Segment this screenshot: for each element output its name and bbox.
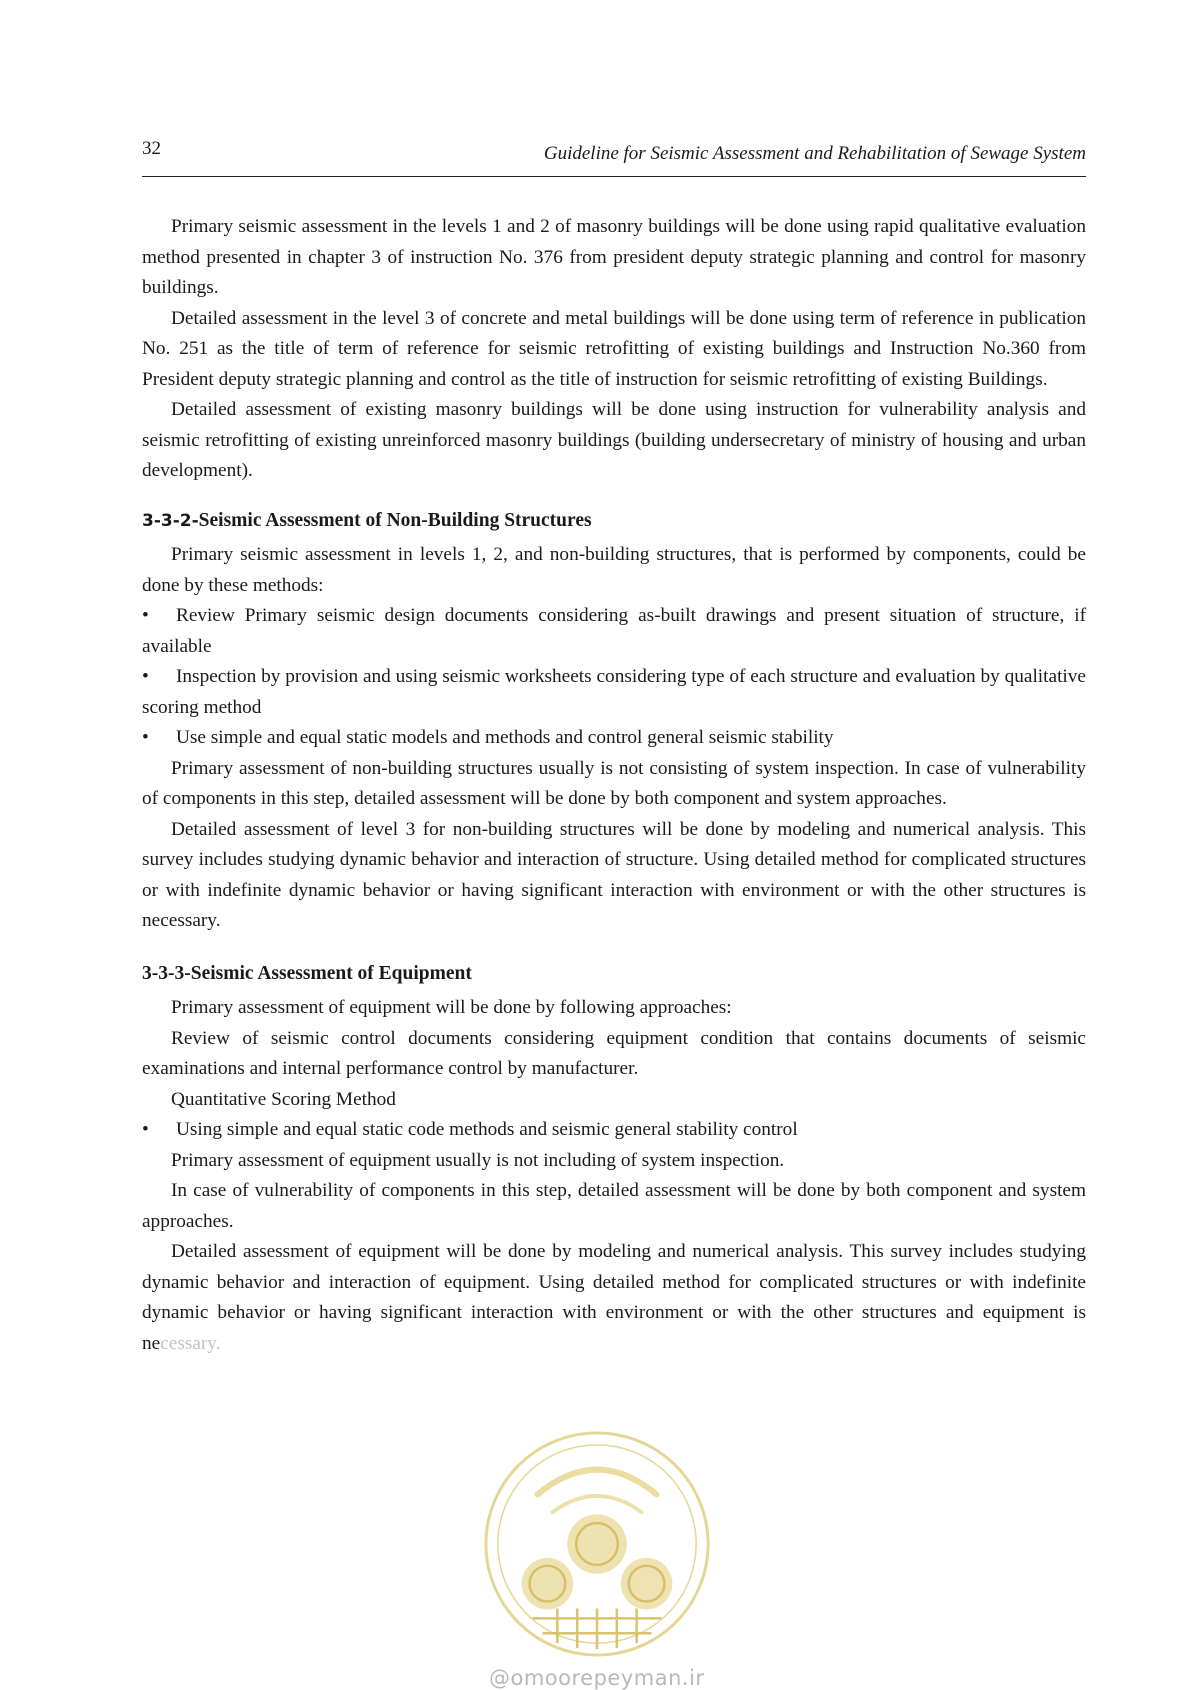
page-number: 32 xyxy=(142,138,161,159)
bullet-item xyxy=(142,662,1086,723)
header-rule xyxy=(142,176,1086,177)
bullet-text: Inspection by provision and using seismic worksheets considering type of each structure and evaluation by qualitative scoring method xyxy=(142,666,1086,718)
bullet-item xyxy=(142,1115,1086,1146)
section-heading xyxy=(142,506,1086,537)
bullet-text: Using simple and equal static code methods and seismic general stability control xyxy=(176,1119,798,1140)
paragraph: Primary assessment of equipment usually is not including of system inspection. xyxy=(171,1149,785,1171)
section-heading-number: 3-3-2- xyxy=(142,510,199,531)
running-header: Guideline for Seismic Assessment and Rehabilitation of Sewage System xyxy=(543,143,1086,164)
bullet-item xyxy=(142,601,1086,662)
paragraph: Quantitative Scoring Method xyxy=(171,1088,396,1110)
paragraph: Review of seismic control documents considering equipment condition that contains documents of seismic examinations and internal performance control by manufacturer. xyxy=(142,1027,1086,1079)
paragraph: Primary assessment of equipment will be done by following approaches: xyxy=(171,997,732,1018)
bullet-icon: • xyxy=(142,727,149,748)
paragraph: Detailed assessment in the level 3 of concrete and metal buildings will be done using term of reference in publication No. 251 as the title of term of reference for seismic retrofitting of existing buildings and Instruction No.360 from President deputy strategic planning and control as the title of instruction for seismic retrofitting of existing Buildings. xyxy=(142,307,1086,390)
watermark-seal-icon xyxy=(478,1425,716,1663)
section-heading: 3-3-3-Seismic Assessment of Equipment xyxy=(142,962,472,984)
watermark-handle: @omoorepeyman.ir xyxy=(489,1666,705,1690)
bullet-text: Review Primary seismic design documents considering as-built drawings and present situation of structure, if available xyxy=(142,605,1086,657)
bullet-icon: • xyxy=(142,1119,149,1140)
bullet-item xyxy=(142,723,1086,754)
paragraph: Primary seismic assessment in the levels 1 and 2 of masonry buildings will be done using rapid qualitative evaluation method presented in chapter 3 of instruction No. 376 from president deputy strategic planning and control for masonry buildings. xyxy=(142,216,1086,298)
bullet-icon: • xyxy=(142,666,149,687)
paragraph-text-faded: cessary. xyxy=(160,1332,221,1354)
paragraph xyxy=(142,1237,1086,1359)
paragraph-text: Detailed assessment of equipment will be done by modeling and numerical analysis. This survey includes studying dynamic behavior and interaction of equipment. Using detailed method for complicated structures or with indefinite dynamic behavior or having significant interaction with environment or with the other structures and equipment is ne xyxy=(142,1241,1086,1354)
paragraph: Detailed assessment of existing masonry buildings will be done using instruction for vulnerability analysis and seismic retrofitting of existing unreinforced masonry buildings (building undersecretary of ministry of housing and urban development). xyxy=(142,399,1086,481)
paragraph: In case of vulnerability of components in this step, detailed assessment will be done by both component and system approaches. xyxy=(142,1180,1086,1232)
paragraph: Primary seismic assessment in levels 1, 2, and non-building structures, that is performed by components, could be done by these methods: xyxy=(142,544,1086,596)
paragraph: Detailed assessment of level 3 for non-building structures will be done by modeling and numerical analysis. This survey includes studying dynamic behavior and interaction of structure. Using detailed method for complicated structures or with indefinite dynamic behavior or having significant interaction with environment or with the other structures is necessary. xyxy=(142,818,1086,931)
bullet-text: Use simple and equal static models and methods and control general seismic stability xyxy=(176,727,834,748)
bullet-icon: • xyxy=(142,605,149,626)
page-body xyxy=(142,212,1086,1359)
paragraph: Primary assessment of non-building structures usually is not consisting of system inspection. In case of vulnerability of components in this step, detailed assessment will be done by both component and system approaches. xyxy=(142,757,1086,809)
section-heading-text: Seismic Assessment of Non-Building Structures xyxy=(198,509,592,531)
